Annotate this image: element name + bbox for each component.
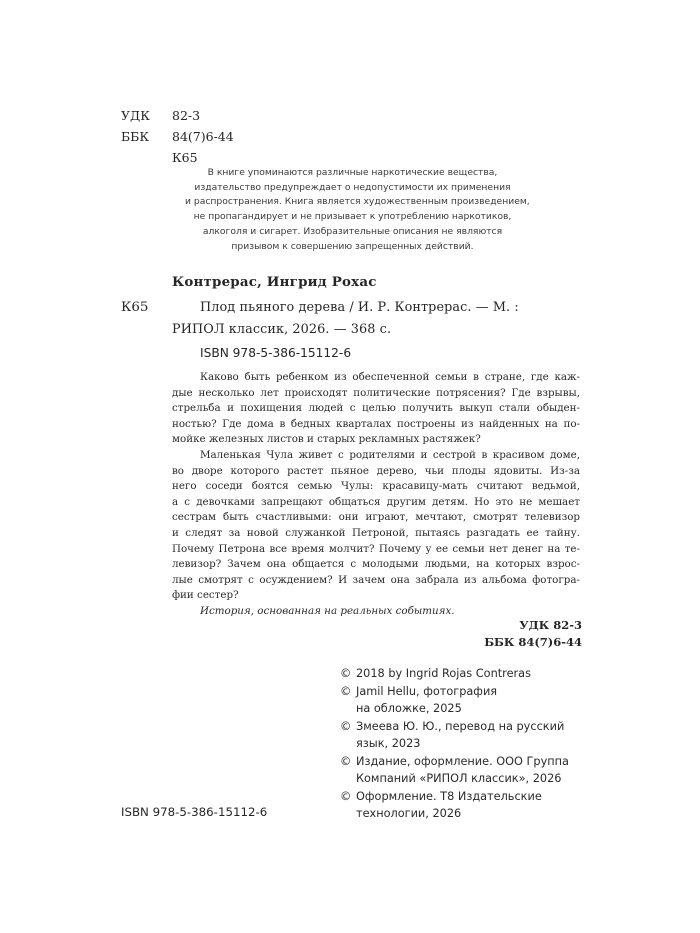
copyright-line: язык, 2023	[356, 737, 421, 750]
annotation-line: стрельба и похищения людей с целью получить выкуп стали обыден-	[172, 402, 580, 415]
annotation-line: лые смотрят с осуждением? И зачем она забрала из альбома фотогра-	[172, 573, 580, 586]
classification-codes	[484, 617, 582, 651]
annotation-line: Почему Петрона все время молчит? Почему у ее семьи нет денег на те-	[172, 542, 580, 555]
annotation-line: левизор? Зачем она общается с молодыми людьми, на которых взрос-	[172, 558, 580, 571]
annotation-line: дые несколько лет происходят политические потрясения? Где взрывы,	[172, 386, 580, 399]
content-notice	[185, 166, 530, 254]
annotation-line: сестрам быть счастливыми: они играют, мечтают, смотрят телевизор	[172, 511, 580, 524]
notice-line: не пропагандирует и не призывает к употреблению наркотиков,	[193, 211, 512, 223]
annotation-tagline: История, основанная на реальных событиях.	[200, 604, 455, 617]
copyright-line: на обложке, 2025	[356, 702, 462, 715]
copyright-entry	[340, 683, 569, 718]
udk-label: УДК	[121, 108, 150, 123]
record-author-mark: К65	[121, 300, 149, 315]
copyright-symbol: ©	[340, 754, 352, 768]
bbk-value: 84(7)6-44	[172, 129, 234, 144]
copyright-symbol: ©	[340, 719, 352, 733]
annotation-line: ностью? Где дома в бедных кварталах построены из найденных на по-	[172, 417, 580, 430]
isbn-bottom: ISBN 978-5-386-15112-6	[121, 805, 268, 819]
bbk-label: ББК	[121, 129, 150, 144]
annotation-line: фии сестер?	[172, 589, 239, 602]
copyright-entry	[340, 788, 569, 823]
udk-code-right: УДК 82-3	[519, 618, 582, 632]
copyright-symbol: ©	[340, 667, 352, 680]
record-title-line-1: Плод пьяного дерева / И. Р. Контрерас. — М. :	[200, 300, 519, 315]
annotation-line: мойке железных листов и старых рекламных растяжек?	[172, 433, 481, 446]
copyright-line: Jamil Hellu, фотография	[356, 684, 498, 698]
notice-line: и распространения. Книга является художественным произведением,	[185, 196, 530, 208]
notice-line: призывом к совершению запрещенных действий.	[231, 240, 474, 252]
copyright-block	[340, 665, 569, 823]
header-author-mark: К65	[172, 150, 198, 165]
record-isbn: ISBN 978-5-386-15112-6	[200, 346, 352, 360]
notice-line: издательство предупреждает о недопустимости их применения	[194, 181, 511, 193]
copyright-entry	[340, 718, 569, 753]
copyright-symbol: ©	[340, 789, 352, 803]
annotation-line: а с девочками запрещают общаться другим детям. Но это не мешает	[172, 495, 580, 508]
annotation-line: и следят за новой служанкой Петроной, пытаясь разгадать ее тайну.	[172, 526, 580, 539]
copyright-symbol: ©	[340, 684, 352, 698]
annotation-line: Маленькая Чула живет с родителями и сестрой в красивом доме,	[200, 448, 580, 461]
annotation-line: во дворе которого растет пьяное дерево, чьи плоды ядовиты. Из-за	[172, 464, 580, 477]
bbk-code-right: ББК 84(7)6-44	[484, 635, 582, 649]
notice-line: В книге упоминаются различные наркотические вещества,	[207, 167, 498, 178]
annotation	[172, 370, 580, 620]
udk-value: 82-3	[172, 108, 201, 123]
record-title-line-2: РИПОЛ классик, 2026. — 368 с.	[172, 322, 392, 337]
notice-line: алкоголя и сигарет. Изобразительные описания не являются	[202, 225, 503, 237]
copyright-line: Издание, оформление. ООО Группа	[356, 754, 569, 768]
copyright-entry	[340, 753, 569, 788]
annotation-line: него соседи боятся семью Чулы: красавицу-мать считают ведьмой,	[172, 480, 580, 493]
copyright-line: Змеева Ю. Ю., перевод на русский	[356, 719, 565, 733]
record-author: Контрерас, Ингрид Рохас	[172, 274, 377, 290]
copyright-line: технологии, 2026	[356, 807, 462, 820]
copyright-line: 2018 by Ingrid Rojas Contreras	[356, 667, 531, 680]
copyright-line: Компаний «РИПОЛ классик», 2026	[356, 772, 562, 785]
copyright-line: Оформление. Т8 Издательские	[356, 789, 542, 803]
copyright-entry	[340, 665, 569, 683]
annotation-line: Каково быть ребенком из обеспеченной семьи в стране, где каж-	[200, 371, 580, 383]
